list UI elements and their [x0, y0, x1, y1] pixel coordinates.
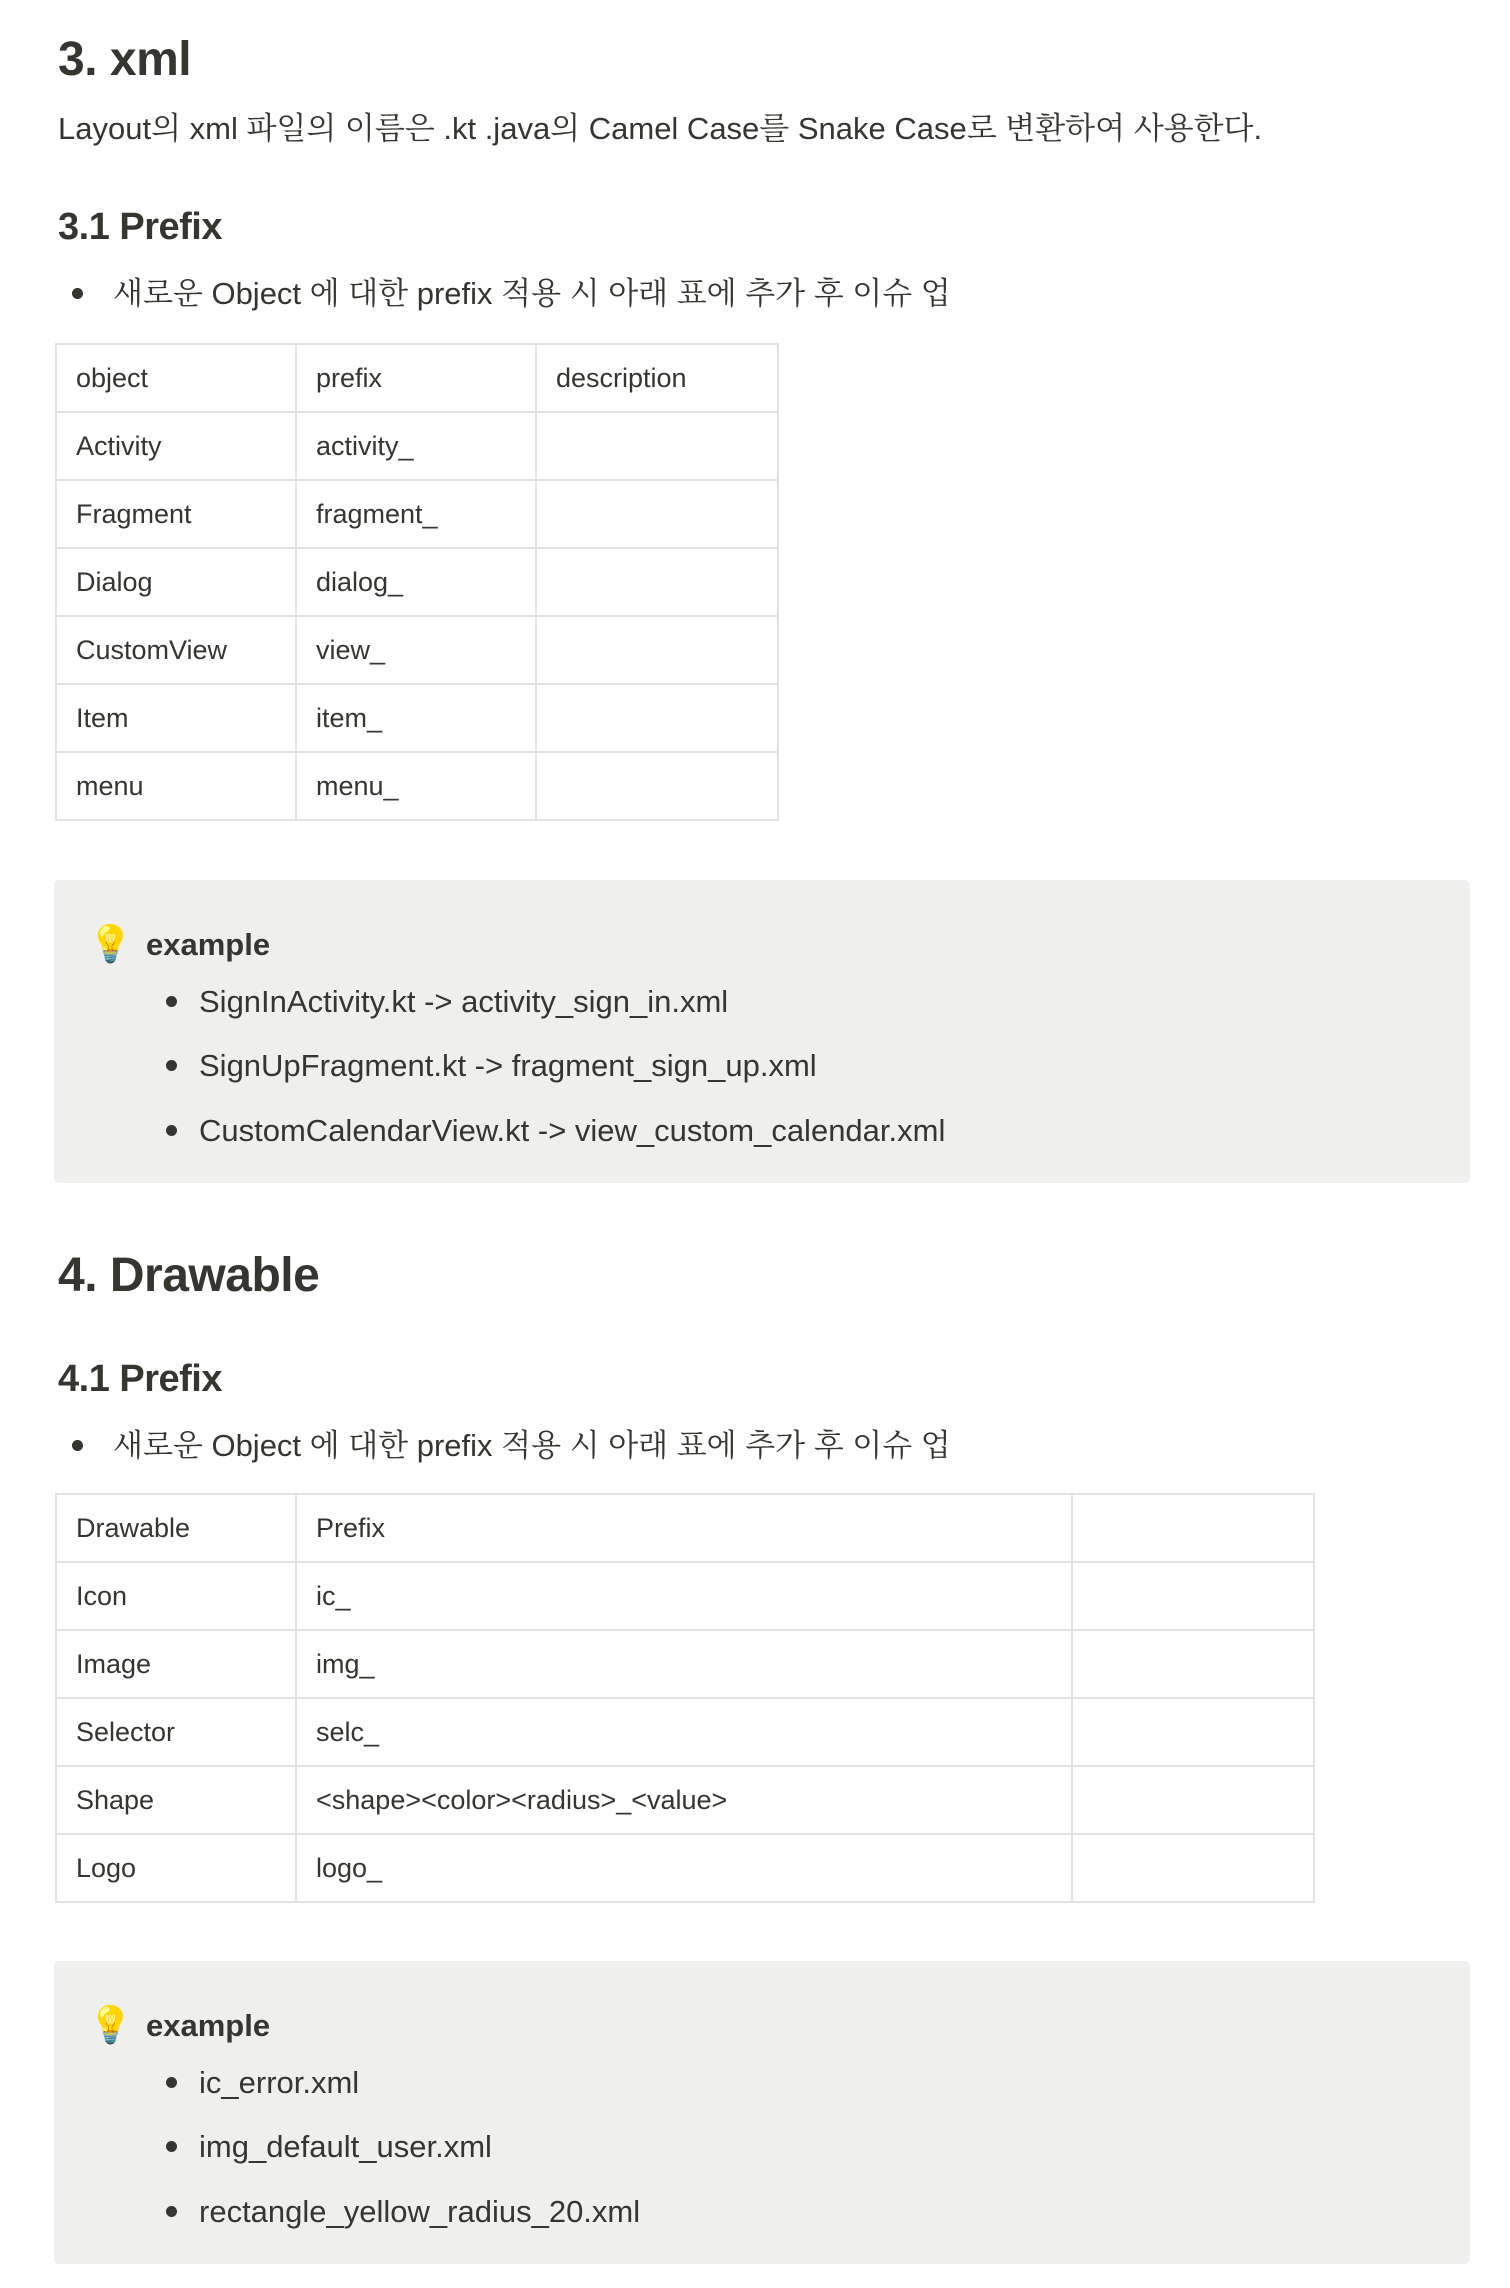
bullet-text: 새로운 Object 에 대한 prefix 적용 시 아래 표에 추가 후 이슈 업	[113, 276, 951, 311]
table-header-cell[interactable]: Drawable	[56, 1494, 296, 1562]
lightbulb-icon: 💡	[88, 2004, 133, 2045]
callout-title: example	[146, 2007, 271, 2043]
table-cell[interactable]	[536, 548, 778, 616]
bullet-text: 새로운 Object 에 대한 prefix 적용 시 아래 표에 추가 후 이슈 업	[113, 1428, 951, 1463]
table-cell[interactable]: <shape><color><radius>_<value>	[296, 1766, 1072, 1834]
lightbulb-icon: 💡	[88, 923, 133, 964]
section-4-heading: 4. Drawable	[58, 1249, 320, 1302]
drawable-prefix-table	[55, 1493, 1315, 1903]
xml-prefix-table	[55, 343, 779, 821]
section-3-1-heading: 3.1 Prefix	[58, 206, 222, 248]
table-cell[interactable]: menu	[56, 752, 296, 820]
section-3-heading: 3. xml	[58, 33, 192, 86]
table-cell[interactable]: view_	[296, 616, 536, 684]
table-cell[interactable]: Logo	[56, 1834, 296, 1902]
callout-item-text: SignInActivity.kt -> activity_sign_in.xml	[199, 984, 729, 1019]
table-row	[56, 1698, 1314, 1766]
table-cell[interactable]	[1072, 1698, 1314, 1766]
section-3-1-bullet	[72, 278, 951, 309]
table-row	[56, 344, 778, 412]
drawable-example-callout	[54, 1961, 1470, 2264]
section-4-1-heading: 4.1 Prefix	[58, 1358, 222, 1400]
table-cell[interactable]: CustomView	[56, 616, 296, 684]
section-4-1-bullet	[72, 1430, 951, 1461]
bullet-dot-icon	[166, 2077, 177, 2088]
callout-header	[88, 2004, 271, 2045]
bullet-dot-icon	[166, 1125, 177, 1136]
callout-list-item	[166, 1115, 945, 1146]
table-row	[56, 1834, 1314, 1902]
table-row	[56, 1630, 1314, 1698]
table-cell[interactable]	[1072, 1766, 1314, 1834]
callout-list-item	[166, 2067, 359, 2098]
table-cell[interactable]: Dialog	[56, 548, 296, 616]
table-cell[interactable]: activity_	[296, 412, 536, 480]
table-cell[interactable]	[1072, 1834, 1314, 1902]
callout-item-text: CustomCalendarView.kt -> view_custom_calendar.xml	[199, 1113, 946, 1148]
callout-title: example	[146, 926, 271, 962]
table-row	[56, 412, 778, 480]
table-cell[interactable]: item_	[296, 684, 536, 752]
callout-list-item	[166, 1050, 817, 1081]
table-row	[56, 1766, 1314, 1834]
table-cell[interactable]	[536, 684, 778, 752]
table-row	[56, 752, 778, 820]
callout-list-item	[166, 2196, 640, 2227]
table-row	[56, 548, 778, 616]
table-cell[interactable]: Item	[56, 684, 296, 752]
table-cell[interactable]: ic_	[296, 1562, 1072, 1630]
table-header-cell[interactable]: prefix	[296, 344, 536, 412]
section-3-description: Layout의 xml 파일의 이름은 .kt .java의 Camel Case를 Snake Case로 변환하여 사용한다.	[58, 111, 1263, 146]
bullet-dot-icon	[166, 2206, 177, 2217]
table-header-cell[interactable]: Prefix	[296, 1494, 1072, 1562]
table-cell[interactable]: logo_	[296, 1834, 1072, 1902]
table-cell[interactable]	[1072, 1630, 1314, 1698]
callout-item-text: rectangle_yellow_radius_20.xml	[199, 2194, 641, 2229]
callout-list-item	[166, 986, 728, 1017]
table-cell[interactable]: img_	[296, 1630, 1072, 1698]
table-cell[interactable]: dialog_	[296, 548, 536, 616]
table-cell[interactable]: Selector	[56, 1698, 296, 1766]
table-row	[56, 1494, 1314, 1562]
table-header-cell[interactable]: object	[56, 344, 296, 412]
table-cell[interactable]: Activity	[56, 412, 296, 480]
callout-item-text: img_default_user.xml	[199, 2129, 492, 2164]
table-header-cell[interactable]: description	[536, 344, 778, 412]
table-cell[interactable]	[536, 752, 778, 820]
table-cell[interactable]: Fragment	[56, 480, 296, 548]
table-cell[interactable]: Image	[56, 1630, 296, 1698]
table-cell[interactable]	[536, 480, 778, 548]
table-row	[56, 1562, 1314, 1630]
bullet-dot-icon	[72, 1440, 83, 1451]
table-cell[interactable]	[536, 616, 778, 684]
callout-item-text: SignUpFragment.kt -> fragment_sign_up.xml	[199, 1048, 817, 1083]
bullet-dot-icon	[166, 996, 177, 1007]
table-cell[interactable]	[536, 412, 778, 480]
table-cell[interactable]: fragment_	[296, 480, 536, 548]
table-cell[interactable]: selc_	[296, 1698, 1072, 1766]
bullet-dot-icon	[72, 288, 83, 299]
callout-list-item	[166, 2131, 492, 2162]
bullet-dot-icon	[166, 2141, 177, 2152]
table-cell[interactable]	[1072, 1562, 1314, 1630]
table-row	[56, 616, 778, 684]
table-cell[interactable]: menu_	[296, 752, 536, 820]
table-row	[56, 480, 778, 548]
table-cell[interactable]: Shape	[56, 1766, 296, 1834]
xml-example-callout	[54, 880, 1470, 1183]
callout-item-text: ic_error.xml	[199, 2065, 360, 2100]
bullet-dot-icon	[166, 1060, 177, 1071]
table-cell[interactable]: Icon	[56, 1562, 296, 1630]
table-row	[56, 684, 778, 752]
callout-header	[88, 923, 271, 964]
table-header-cell[interactable]	[1072, 1494, 1314, 1562]
